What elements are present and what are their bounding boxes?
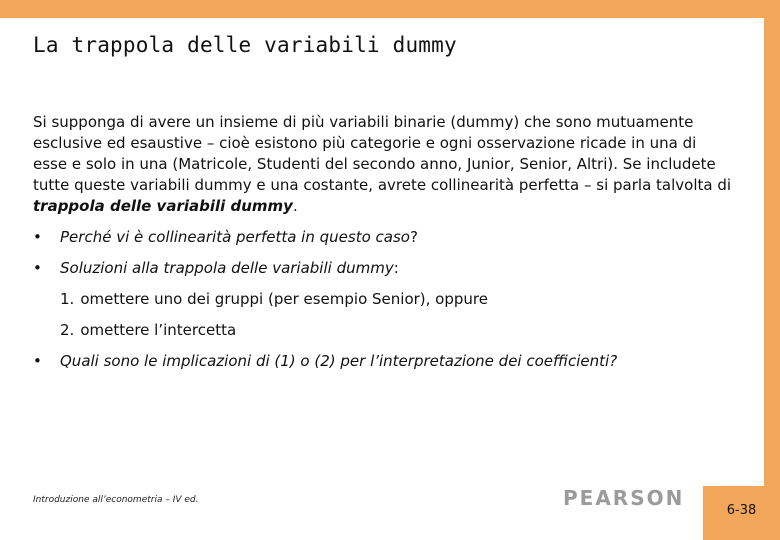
bullet-icon: • xyxy=(33,259,42,277)
sub-item xyxy=(33,320,733,341)
slide-body xyxy=(33,112,733,382)
page-badge xyxy=(703,486,780,540)
intro-end: . xyxy=(292,197,298,215)
bullet-icon: • xyxy=(33,352,42,370)
bullet-tail: ? xyxy=(409,228,418,246)
bullet-tail: : xyxy=(393,259,399,277)
bullet-item xyxy=(33,351,733,372)
intro-text: Si supponga di avere un insieme di più variabili binarie (dummy) che sono mutuamente esclusive ed esaustive – cioè esistono più categorie e ogni osservazione ricade in una di esse e solo in una (Matricole, Studenti del secondo anno, Junior, Senior, Altri). Se includete tutte queste variabili dummy e una costante, avrete collinearità perfetta – si parla talvolta di xyxy=(33,113,732,194)
bullet-icon: • xyxy=(33,228,42,246)
slide-title: La trappola delle variabili dummy xyxy=(33,33,457,57)
sub-item xyxy=(33,289,733,310)
bullet-text: Perché vi è collinearità perfetta in questo caso xyxy=(60,228,410,246)
bullet-text: Soluzioni alla trappola delle variabili dummy xyxy=(60,259,394,277)
intro-strong: trappola delle variabili dummy xyxy=(33,197,293,215)
sub-item-text: omettere uno dei gruppi (per esempio Senior), oppure xyxy=(80,290,488,308)
sub-item-text: omettere l’intercetta xyxy=(80,321,237,339)
bullet-item xyxy=(33,227,733,248)
intro-paragraph xyxy=(33,112,733,217)
page-number: 6-38 xyxy=(726,503,757,518)
bullet-text: Quali sono le implicazioni di (1) o (2) per l’interpretazione dei coefficienti? xyxy=(60,352,618,370)
sub-item-number: 1. xyxy=(60,290,75,308)
footer-source: Introduzione all’econometria – IV ed. xyxy=(33,495,199,505)
bullet-item xyxy=(33,258,733,279)
sub-item-number: 2. xyxy=(60,321,75,339)
publisher-logo: PEARSON xyxy=(563,486,685,510)
